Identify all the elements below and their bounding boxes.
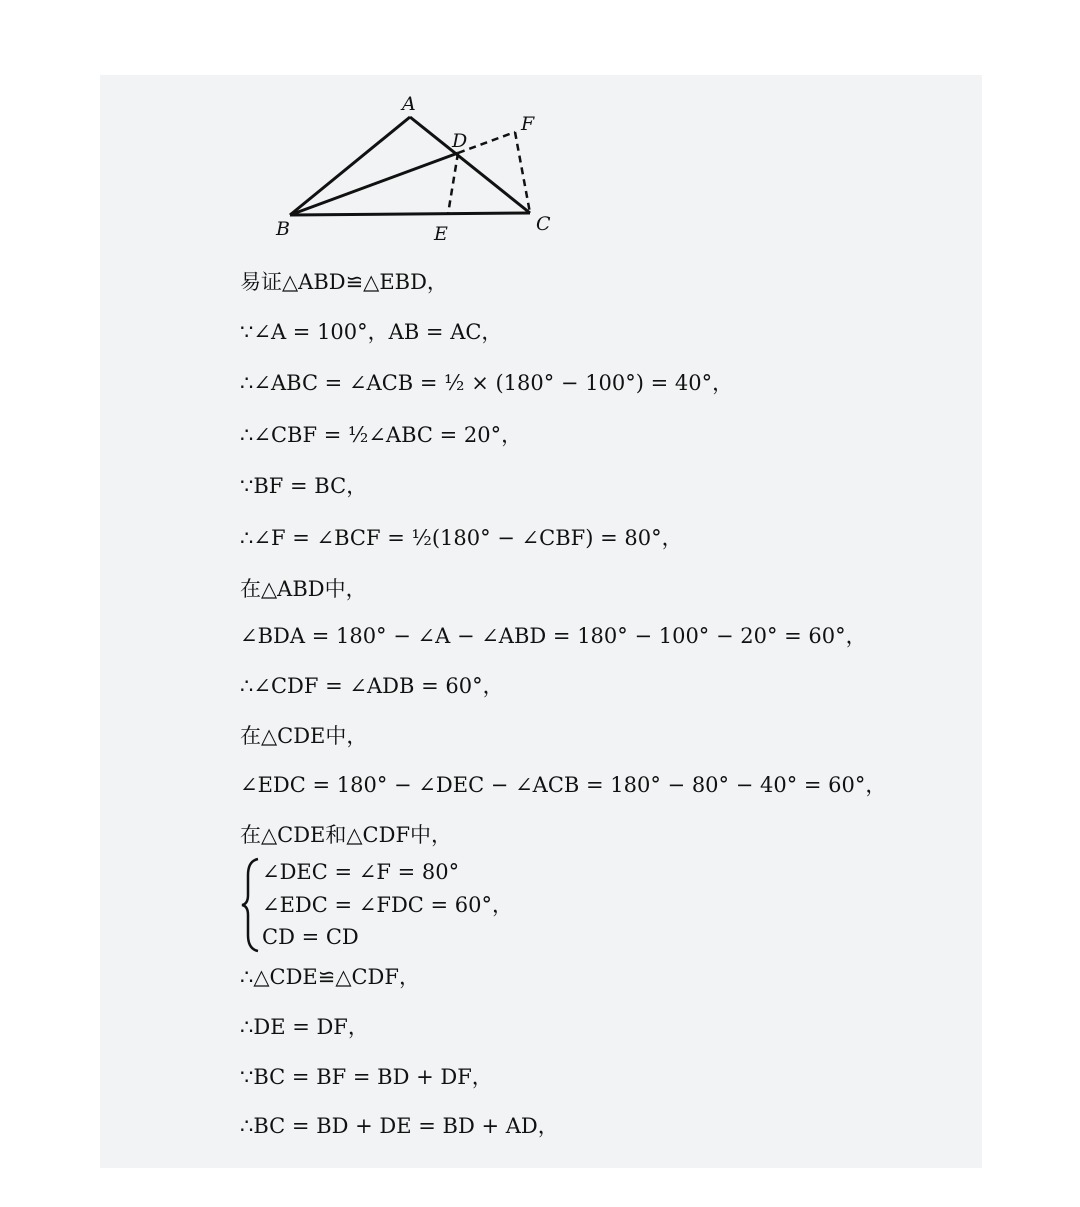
proof-line: ∴BC = BD + DE = BD + AD， bbox=[240, 1114, 559, 1138]
proof-line: ∠BDA = 180° − ∠A − ∠ABD = 180° − 100° − 20° = 60°， bbox=[240, 624, 867, 648]
proof-line: ∴△CDE≌△CDF， bbox=[240, 965, 420, 989]
label-c: C bbox=[536, 213, 551, 235]
label-d: D bbox=[452, 130, 468, 152]
proof-line: ∴∠ABC = ∠ACB = ½ × (180° − 100°) = 40°， bbox=[240, 371, 734, 395]
triangle-diagram bbox=[270, 90, 570, 250]
segment-bc bbox=[290, 213, 530, 215]
label-e: E bbox=[434, 223, 448, 245]
label-b: B bbox=[276, 218, 290, 240]
segment-fc bbox=[515, 132, 530, 213]
proof-line: ∵BC = BF = BD + DF， bbox=[240, 1065, 493, 1089]
proof-line: 在△CDE中， bbox=[240, 724, 368, 748]
proof-line: ∵∠A = 100°，AB = AC， bbox=[240, 320, 503, 344]
segment-ab bbox=[290, 117, 410, 215]
proof-line: 在△ABD中， bbox=[240, 577, 367, 601]
proof-line: ∴∠CBF = ½∠ABC = 20°， bbox=[240, 423, 523, 447]
label-a: A bbox=[402, 93, 416, 115]
left-brace-icon bbox=[240, 857, 262, 953]
label-f: F bbox=[521, 113, 535, 135]
segment-bd bbox=[290, 153, 458, 215]
segment-de bbox=[448, 153, 458, 214]
proof-line: ∵BF = BC， bbox=[240, 474, 368, 498]
proof-line: ∴∠F = ∠BCF = ½(180° − ∠CBF) = 80°， bbox=[240, 526, 683, 550]
system-row: ∠EDC = ∠FDC = 60°， bbox=[262, 893, 514, 917]
proof-line: ∴DE = DF， bbox=[240, 1015, 369, 1039]
system-row: CD = CD bbox=[262, 925, 359, 949]
proof-line: 易证△ABD≌△EBD， bbox=[240, 270, 448, 294]
geometry-figure bbox=[270, 90, 570, 250]
proof-line: ∠EDC = 180° − ∠DEC − ∠ACB = 180° − 80° − 40° = 60°， bbox=[240, 773, 887, 797]
proof-line: 在△CDE和△CDF中， bbox=[240, 823, 453, 847]
system-row: ∠DEC = ∠F = 80° bbox=[262, 860, 460, 884]
proof-line: ∴∠CDF = ∠ADB = 60°， bbox=[240, 674, 504, 698]
